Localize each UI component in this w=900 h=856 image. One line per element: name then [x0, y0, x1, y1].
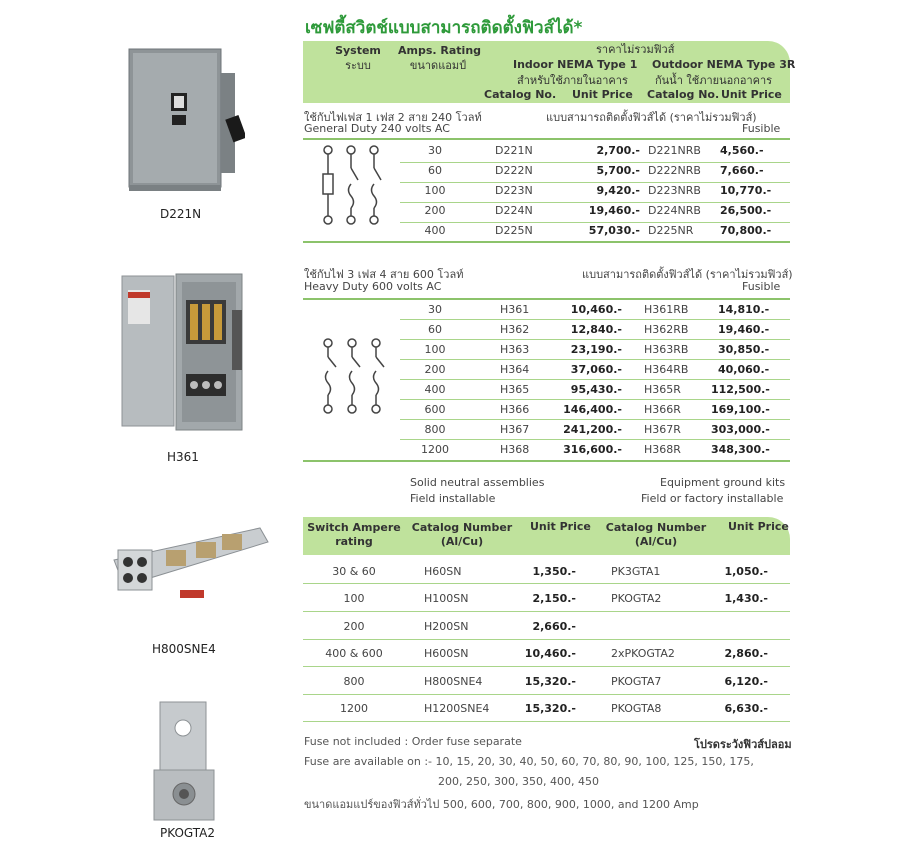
neutral-catalog-header: Catalog Number (Al/Cu)	[411, 521, 513, 548]
table-row-indoor-cat: D224N	[495, 204, 533, 217]
table-row-indoor-price: 37,060.-	[570, 363, 622, 376]
table-row-amps: 100	[424, 343, 446, 356]
table-row-indoor-price: 19,460.-	[588, 204, 640, 217]
system-header-th: ระบบ	[345, 59, 371, 72]
amps-header-th: ขนาดแอมป์	[409, 59, 467, 72]
row-divider	[303, 611, 790, 612]
neutral-assemblies-title: Solid neutral assemblies	[410, 476, 545, 489]
table-row-amps: 30	[428, 303, 442, 316]
table-row-indoor-cat: H365	[500, 383, 530, 396]
three-phase-switch-symbol	[318, 335, 388, 420]
amps-header: Amps. Rating	[398, 44, 482, 57]
table-row-outdoor-cat: H368R	[644, 443, 681, 456]
table-row-indoor-price: 12,840.-	[570, 323, 622, 336]
table-row-ground-price: 6,120.-	[724, 675, 768, 688]
table-row-outdoor-price: 348,300.-	[711, 443, 770, 456]
table-row-neutral-cat: H800SNE4	[424, 675, 483, 688]
row-divider	[400, 379, 790, 380]
ground-catalog-header: Catalog Number (Al/Cu)	[605, 521, 707, 548]
row-divider	[303, 666, 790, 667]
pkogta2-product-image	[150, 700, 220, 825]
table-row-ground-cat: PKOGTA7	[611, 675, 662, 688]
row-divider	[303, 639, 790, 640]
row-divider	[303, 721, 790, 722]
table-row-outdoor-cat: H366R	[644, 403, 681, 416]
table-row-outdoor-price: 30,850.-	[718, 343, 770, 356]
table-row-ground-price: 1,430.-	[724, 592, 768, 605]
heavy-fusible-en: Fusible	[742, 280, 781, 293]
table-row-outdoor-price: 26,500.-	[720, 204, 772, 217]
table-row-ground-cat: PKOGTA2	[611, 592, 662, 605]
d221n-product-image	[125, 45, 245, 205]
table-row-ground-cat: PKOGTA8	[611, 702, 662, 715]
row-divider	[400, 339, 790, 340]
table-row-amps: 1200	[421, 443, 449, 456]
table-row-outdoor-cat: D224NRB	[648, 204, 701, 217]
neutral-price-header: Unit Price	[530, 520, 591, 533]
outdoor-sub-header: กันน้ำ ใช้ภายนอกอาคาร	[655, 74, 773, 87]
table-row-outdoor-cat: H362RB	[644, 323, 689, 336]
row-divider	[400, 359, 790, 360]
ground-kits-sub: Field or factory installable	[641, 492, 784, 505]
heavy-bottom-rule	[303, 460, 790, 462]
table-row-amps: 200	[424, 204, 446, 217]
general-bottom-rule	[303, 241, 790, 243]
table-row-amps: 600	[424, 403, 446, 416]
general-fusible-en: Fusible	[742, 122, 781, 135]
fuse-not-included-note: Fuse not included : Order fuse separate	[304, 735, 522, 748]
table-row-neutral-price: 15,320.-	[524, 702, 576, 715]
price-note-header: ราคาไม่รวมฟิวส์	[596, 43, 675, 56]
table-row-amps: 400	[424, 383, 446, 396]
table-row-indoor-cat: H366	[500, 403, 530, 416]
table-row-indoor-price: 2,700.-	[596, 144, 640, 157]
table-row-neutral-cat: H600SN	[424, 647, 469, 660]
table-row-rating: 400 & 600	[325, 647, 383, 660]
general-fusible-th: แบบสามารถติดตั้งฟิวส์ได้ (ราคาไม่รวมฟิวส์)	[546, 111, 757, 124]
table-row-indoor-cat: H364	[500, 363, 530, 376]
table-row-neutral-price: 1,350.-	[532, 565, 576, 578]
table-row-indoor-cat: D221N	[495, 144, 533, 157]
table-row-indoor-price: 241,200.-	[563, 423, 622, 436]
table-row-neutral-price: 2,660.-	[532, 620, 576, 633]
table-row-outdoor-price: 303,000.-	[711, 423, 770, 436]
table-row-indoor-cat: D225N	[495, 224, 533, 237]
table-row-indoor-price: 316,600.-	[563, 443, 622, 456]
table-row-outdoor-price: 70,800.-	[720, 224, 772, 237]
h361-caption: H361	[167, 450, 199, 464]
table-row-indoor-cat: H362	[500, 323, 530, 336]
general-duty-th: ใช้กับไฟเฟส 1 เฟส 2 สาย 240 โวลท์	[304, 111, 482, 124]
table-row-neutral-cat: H1200SNE4	[424, 702, 490, 715]
page-title: เซฟตี้สวิตช์แบบสามารถติดตั้งฟิวส์ได้*	[305, 18, 583, 38]
table-row-outdoor-cat: H364RB	[644, 363, 689, 376]
table-row-outdoor-cat: D223NRB	[648, 184, 701, 197]
table-row-neutral-cat: H60SN	[424, 565, 462, 578]
fuse-available-note: Fuse are available on :- 10, 15, 20, 30, 40, 50, 60, 70, 80, 90, 100, 125, 150, 175,	[304, 755, 754, 768]
row-divider	[303, 583, 790, 584]
outdoor-catalog-header: Catalog No.	[647, 88, 720, 101]
table-row-ground-cat: 2xPKOGTA2	[611, 647, 675, 660]
neutral-assemblies-sub: Field installable	[410, 492, 496, 505]
pkogta2-caption: PKOGTA2	[160, 826, 216, 840]
table-row-indoor-price: 5,700.-	[596, 164, 640, 177]
table-row-outdoor-price: 169,100.-	[711, 403, 770, 416]
one-phase-switch-symbol	[314, 140, 384, 240]
table-row-indoor-cat: H361	[500, 303, 530, 316]
row-divider	[400, 222, 790, 223]
table-row-amps: 100	[424, 184, 446, 197]
table-row-indoor-cat: H368	[500, 443, 530, 456]
table-row-neutral-price: 2,150.-	[532, 592, 576, 605]
h800sne4-product-image	[110, 520, 270, 610]
indoor-price-header: Unit Price	[572, 88, 633, 101]
rating-header: Switch Ampere rating	[307, 521, 401, 548]
table-row-outdoor-price: 7,660.-	[720, 164, 764, 177]
table-row-amps: 200	[424, 363, 446, 376]
table-row-amps: 60	[428, 164, 442, 177]
row-divider	[400, 182, 790, 183]
table-row-indoor-price: 23,190.-	[570, 343, 622, 356]
table-row-outdoor-cat: D222NRB	[648, 164, 701, 177]
heavy-top-rule	[303, 298, 790, 300]
h361-product-image	[120, 270, 250, 435]
indoor-header: Indoor NEMA Type 1	[513, 58, 638, 71]
table-row-indoor-price: 10,460.-	[570, 303, 622, 316]
table-row-rating: 100	[343, 592, 365, 605]
heavy-duty-en: Heavy Duty 600 volts AC	[304, 280, 442, 293]
table-row-neutral-price: 10,460.-	[524, 647, 576, 660]
table-row-outdoor-price: 112,500.-	[711, 383, 770, 396]
heavy-fusible-th: แบบสามารถติดตั้งฟิวส์ได้ (ราคาไม่รวมฟิวส์)	[582, 268, 793, 281]
system-header: System	[335, 44, 381, 57]
table-row-outdoor-cat: D221NRB	[648, 144, 701, 157]
table-row-outdoor-cat: H363RB	[644, 343, 689, 356]
table-row-amps: 30	[428, 144, 442, 157]
table-row-indoor-cat: H363	[500, 343, 530, 356]
table-row-outdoor-cat: H361RB	[644, 303, 689, 316]
table-row-indoor-price: 57,030.-	[588, 224, 640, 237]
outdoor-header: Outdoor NEMA Type 3R	[652, 58, 796, 71]
table-row-indoor-price: 95,430.-	[570, 383, 622, 396]
table-row-rating: 800	[343, 675, 365, 688]
row-divider	[400, 419, 790, 420]
row-divider	[400, 202, 790, 203]
table-row-neutral-cat: H200SN	[424, 620, 469, 633]
h800sne4-caption: H800SNE4	[152, 642, 216, 656]
d221n-caption: D221N	[160, 207, 202, 221]
table-row-rating: 30 & 60	[332, 565, 376, 578]
table-row-outdoor-price: 14,810.-	[718, 303, 770, 316]
row-divider	[400, 439, 790, 440]
heavy-duty-th: ใช้กับไฟ 3 เฟส 4 สาย 600 โวลท์	[304, 268, 464, 281]
table-row-neutral-cat: H100SN	[424, 592, 469, 605]
table-row-ground-price: 1,050.-	[724, 565, 768, 578]
table-row-outdoor-price: 4,560.-	[720, 144, 764, 157]
fuse-sizes-note: ขนาดแอมแปร์ของฟิวส์ทั่วไป 500, 600, 700, 800, 900, 1000, and 1200 Amp	[304, 798, 699, 811]
row-divider	[400, 319, 790, 320]
table-row-rating: 1200	[340, 702, 368, 715]
table-row-indoor-cat: H367	[500, 423, 530, 436]
table-row-outdoor-price: 40,060.-	[718, 363, 770, 376]
table-row-outdoor-price: 10,770.-	[720, 184, 772, 197]
outdoor-price-header: Unit Price	[721, 88, 782, 101]
table-row-indoor-cat: D223N	[495, 184, 533, 197]
table-row-amps: 800	[424, 423, 446, 436]
table-row-ground-cat: PK3GTA1	[611, 565, 661, 578]
table-row-outdoor-cat: H365R	[644, 383, 681, 396]
table-row-ground-price: 2,860.-	[724, 647, 768, 660]
indoor-sub-header: สำหรับใช้ภายในอาคาร	[517, 74, 628, 87]
table-row-amps: 400	[424, 224, 446, 237]
table-row-ground-price: 6,630.-	[724, 702, 768, 715]
row-divider	[303, 694, 790, 695]
table-row-neutral-price: 15,320.-	[524, 675, 576, 688]
row-divider	[400, 162, 790, 163]
fake-fuse-warning: โปรดระวังฟิวส์ปลอม	[694, 738, 792, 751]
indoor-catalog-header: Catalog No.	[484, 88, 557, 101]
table-row-indoor-cat: D222N	[495, 164, 533, 177]
table-row-amps: 60	[428, 323, 442, 336]
table-row-outdoor-price: 19,460.-	[718, 323, 770, 336]
ground-kits-title: Equipment ground kits	[660, 476, 786, 489]
general-duty-en: General Duty 240 volts AC	[304, 122, 450, 135]
fuse-available-note-cont: 200, 250, 300, 350, 400, 450	[438, 775, 599, 788]
table-row-rating: 200	[343, 620, 365, 633]
table-row-indoor-price: 9,420.-	[596, 184, 640, 197]
table-row-outdoor-cat: D225NR	[648, 224, 694, 237]
ground-price-header: Unit Price	[728, 520, 789, 533]
table-row-indoor-price: 146,400.-	[563, 403, 622, 416]
row-divider	[400, 399, 790, 400]
table-row-outdoor-cat: H367R	[644, 423, 681, 436]
